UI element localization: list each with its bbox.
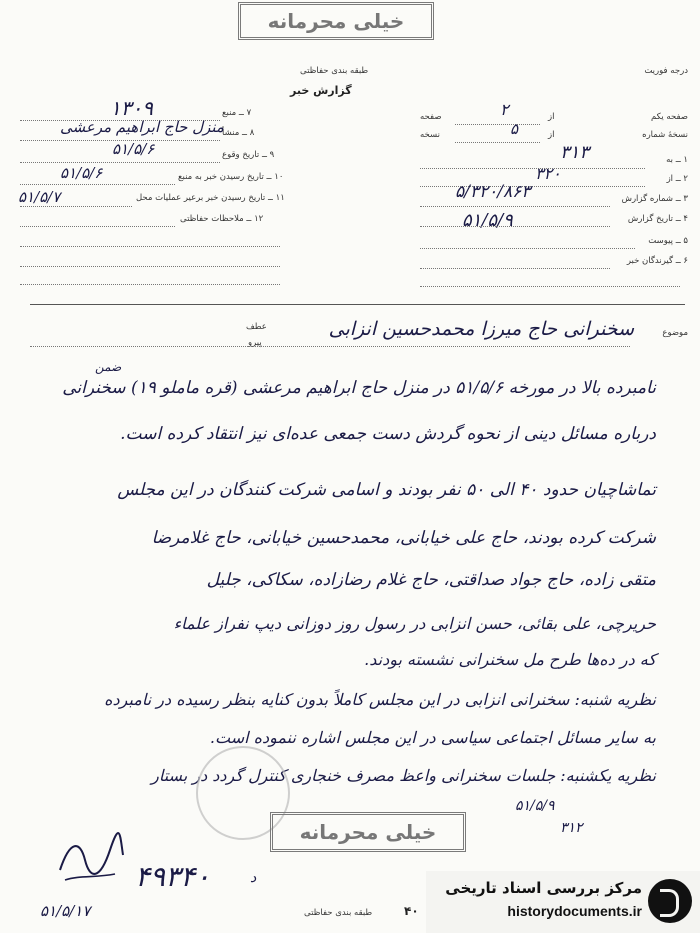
copy-from-label: از	[548, 130, 555, 140]
body-line: که در ده‌ها طرح مل سخنرانی نشسته بودند.	[364, 650, 656, 669]
receipt-date-value: ۵۱/۵/۹	[515, 798, 555, 814]
report-title: گزارش خبر	[290, 84, 352, 97]
archive-logo-icon	[648, 879, 692, 923]
field-7-label: ۷ ــ منبع	[222, 108, 252, 118]
field-9-label: ۹ ــ تاریخ وقوع	[222, 150, 275, 160]
attachment-label: ۵ ــ پیوست	[648, 236, 688, 246]
recipients-label: ۶ ــ گیرندگان خبر	[626, 256, 688, 266]
body-line: حریرچی، علی بقائی، حسن انزابی در رسول روز دوزانی دیپ نفراز علماء	[173, 614, 656, 633]
classification-label-top: طبقه بندی حفاظتی	[300, 66, 369, 76]
field-8-label: ۸ ــ منشأ	[222, 128, 255, 138]
signature-date-value: ۵۱/۵/۱۷	[40, 902, 91, 920]
report-date-label: ۴ ــ تاریخ گزارش	[627, 214, 688, 224]
body-line: به سایر مسائل اجتماعی سیاسی در این مجلس اشاره ننموده است.	[209, 728, 656, 747]
file-number-value: ۴۹۳۴۰	[135, 860, 211, 893]
urgency-label: درجه فوریت	[644, 66, 688, 76]
file-prefix-value: د	[250, 870, 257, 886]
follow-up-label: پیرو	[248, 338, 262, 348]
subject-label: موضوع	[662, 328, 688, 338]
page-number: ۴۰	[404, 904, 419, 918]
report-date-value: ۵۱/۵/۹	[462, 210, 513, 231]
archive-url: historydocuments.ir	[507, 903, 642, 919]
field-10-value: ۵۱/۵/۶	[60, 164, 103, 182]
body-line: شرکت کرده بودند، حاج علی خیابانی، محمدحسین خیابانی، حاج غلامرضا	[151, 528, 656, 548]
field-11-value: ۵۱/۵/۷	[18, 188, 61, 206]
field-8-value: منزل حاج ابراهیم مرعشی	[60, 118, 224, 136]
page-total-value: ۲	[500, 100, 509, 119]
recipient-to-label: ۱ ــ به	[666, 155, 688, 165]
margin-note: ضمن	[95, 360, 122, 374]
copy-label: نسخهٔ شماره	[642, 130, 688, 140]
classification-stamp-bottom: خیلی محرمانه	[270, 812, 466, 852]
copy-word-label: نسخه	[420, 130, 440, 140]
report-number-value: ۵/۳۲۰/۸۶۳	[455, 182, 531, 202]
archive-watermark	[426, 871, 700, 933]
field-7-value: ۱۳۰۹	[110, 96, 153, 120]
sender-from-value: ۳۲۰	[535, 164, 561, 183]
classification-label-bottom: طبقه بندی حفاظتی	[304, 908, 373, 918]
body-line: نامبرده بالا در مورخه ۵۱/۵/۶ در منزل حاج ابراهیم مرعشی (قره ماملو ۱۹) سخنرانی	[62, 378, 656, 398]
receipt-ref-value: ۳۱۲	[560, 820, 583, 836]
field-9-value: ۵۱/۵/۶	[112, 140, 155, 158]
body-line: تماشاچیان حدود ۴۰ الی ۵۰ نفر بودند و اسامی شرکت کنندگان در این مجلس	[117, 480, 656, 500]
recipient-to-value: ۳۱۳	[560, 142, 590, 163]
body-line: متقی زاده، حاج جواد صداقتی، حاج غلام رضازاده، سکاکی، جلیل	[206, 570, 656, 590]
field-11-label: ۱۱ ــ تاریخ رسیدن خبر برعیر عملیات محل	[136, 193, 285, 203]
reference-label: عطف	[246, 322, 267, 332]
subject-value: سخنرانی حاج میرزا محمدحسین انزابی	[328, 318, 634, 340]
page-label: صفحه یکم	[651, 112, 688, 122]
classification-stamp-top: خیلی محرمانه	[238, 2, 434, 40]
body-line: درباره مسائل دینی از نحوه گردش دست جمعی عده‌ای نیز انتقاد کرده است.	[120, 424, 656, 444]
copy-total-value: ۵	[510, 120, 519, 138]
body-line: نظریه شنبه: سخنرانی انزابی در این مجلس کاملاً بدون کنایه بنظر رسیده در نامبرده	[104, 690, 656, 709]
handwritten-signature	[55, 830, 125, 890]
page-from-label: از	[548, 112, 555, 122]
archive-name-fa: مرکز بررسی اسناد تاریخی	[445, 879, 642, 897]
page-word-label: صفحه	[420, 112, 442, 122]
sender-from-label: ۲ ــ از	[666, 174, 688, 184]
field-10-label: ۱۰ ــ تاریخ رسیدن خبر به منبع	[178, 172, 284, 182]
body-line: نظریه یکشنبه: جلسات سخنرانی واعظ مصرف خنجاری کنترل گردد در بستار	[151, 766, 656, 785]
field-12-label: ۱۲ ــ ملاحظات حفاظتی	[180, 214, 264, 224]
report-number-label: ۳ ــ شماره گزارش	[621, 194, 688, 204]
